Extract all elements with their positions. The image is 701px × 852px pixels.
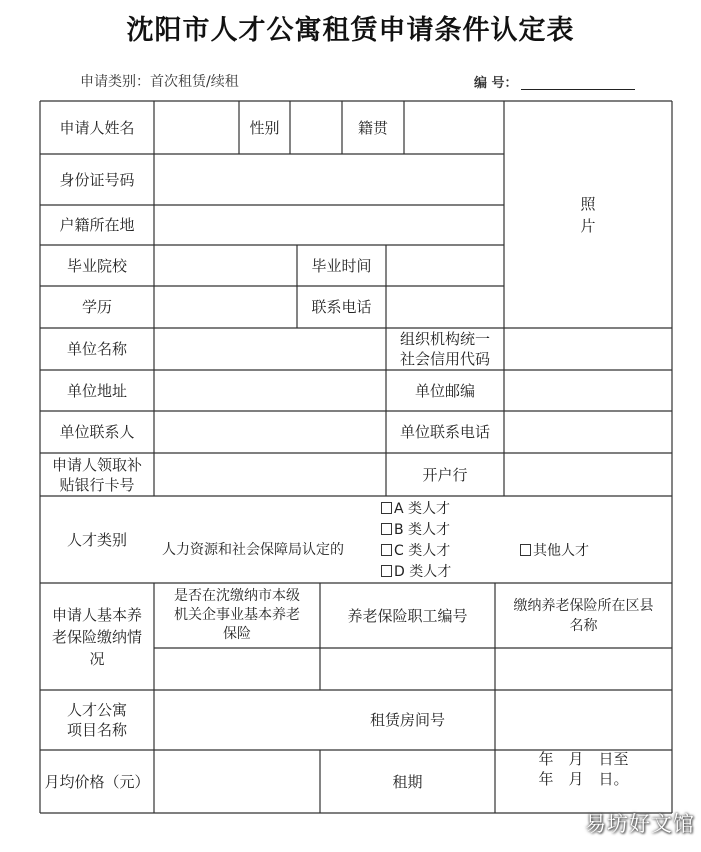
household-label: 户籍所在地	[59, 216, 135, 234]
talent-b-text: B 类人才	[394, 522, 451, 538]
talent-a-text: A 类人才	[394, 501, 451, 517]
talent-a-option[interactable]	[381, 498, 450, 520]
applicant-name-field[interactable]	[154, 101, 239, 154]
origin-field[interactable]	[404, 101, 504, 154]
serial-number-field[interactable]	[521, 88, 635, 90]
pension-number-field[interactable]	[320, 648, 495, 690]
lease-term-label: 租期	[392, 772, 423, 791]
pension-in-city-field[interactable]	[154, 648, 320, 690]
apartment-name-label: 人才公寓 项目名称	[66, 701, 127, 739]
org-contact-field[interactable]	[154, 411, 386, 453]
lease-dates-field[interactable]: 年 月 日至 年 月 日。	[538, 750, 629, 788]
org-address-label: 单位地址	[66, 381, 127, 400]
id-number-field[interactable]	[154, 154, 504, 205]
talent-other-text: 其他人才	[533, 543, 589, 559]
org-postcode-label: 单位邮编	[414, 381, 475, 400]
pension-in-city-label: 是否在沈缴纳市本级 机关企事业基本养老 保险	[174, 588, 300, 642]
education-label: 学历	[81, 298, 112, 316]
watermark-logo: 易坊好文馆	[585, 812, 695, 836]
school-field[interactable]	[154, 245, 297, 286]
org-address-field[interactable]	[154, 370, 386, 411]
apartment-name-field[interactable]	[154, 690, 320, 750]
application-type-value: 首次租赁/续租	[150, 74, 239, 90]
checkbox-icon[interactable]	[381, 565, 392, 577]
monthly-price-field[interactable]	[154, 750, 320, 813]
bank-label: 开户行	[422, 465, 468, 484]
talent-category-label: 人才类别	[66, 530, 127, 549]
phone-label: 联系电话	[311, 298, 372, 316]
pension-number-label: 养老保险职工编号	[347, 606, 468, 625]
org-contact-phone-label: 单位联系电话	[399, 423, 490, 441]
phone-field[interactable]	[386, 286, 504, 328]
credit-code-label: 组织机构统一 社会信用代码	[399, 330, 490, 368]
bank-card-label: 申请人领取补 贴银行卡号	[51, 455, 142, 494]
school-label: 毕业院校	[66, 256, 127, 275]
checkbox-icon[interactable]	[381, 523, 392, 535]
room-number-label: 租赁房间号	[369, 711, 445, 729]
form-title: 沈阳市人才公寓租赁申请条件认定表	[126, 15, 575, 46]
room-number-field[interactable]	[495, 690, 672, 750]
credit-code-field[interactable]	[504, 328, 672, 370]
gender-label: 性别	[249, 118, 280, 137]
org-name-label: 单位名称	[66, 340, 127, 358]
talent-c-option[interactable]	[381, 540, 450, 562]
application-type-label: 申请类别：	[80, 74, 150, 90]
education-field[interactable]	[154, 286, 297, 328]
pension-status-label: 申请人基本养 老保险缴纳情 况	[51, 605, 142, 668]
talent-c-text: C 类人才	[394, 543, 451, 559]
org-contact-label: 单位联系人	[59, 423, 135, 441]
checkbox-icon[interactable]	[381, 502, 392, 514]
bank-field[interactable]	[504, 453, 672, 496]
origin-label: 籍贯	[357, 118, 388, 137]
talent-d-option[interactable]	[381, 561, 451, 583]
applicant-name-label: 申请人姓名	[59, 118, 135, 137]
org-name-field[interactable]	[154, 328, 386, 370]
household-field[interactable]	[154, 205, 504, 245]
application-type	[80, 71, 239, 91]
id-number-label: 身份证号码	[59, 170, 135, 189]
serial-number-label: 编 号：	[474, 76, 518, 91]
checkbox-icon[interactable]	[520, 544, 531, 556]
talent-other-option[interactable]	[520, 540, 589, 562]
monthly-price-label: 月均价格（元）	[44, 772, 150, 791]
talent-b-option[interactable]	[381, 519, 450, 541]
checkbox-icon[interactable]	[381, 544, 392, 556]
org-postcode-field[interactable]	[504, 370, 672, 411]
talent-d-text: D 类人才	[394, 564, 452, 580]
pension-district-field[interactable]	[495, 648, 672, 690]
bank-card-field[interactable]	[154, 453, 386, 496]
hr-bureau-text: 人力资源和社会保障局认定的	[162, 542, 344, 558]
gender-field[interactable]	[290, 101, 342, 154]
photo-box[interactable]: 照 片	[580, 194, 596, 235]
pension-district-label: 缴纳养老保险所在区县 名称	[513, 597, 654, 634]
grad-time-field[interactable]	[386, 245, 504, 286]
grad-time-label: 毕业时间	[311, 256, 372, 275]
org-contact-phone-field[interactable]	[504, 411, 672, 453]
